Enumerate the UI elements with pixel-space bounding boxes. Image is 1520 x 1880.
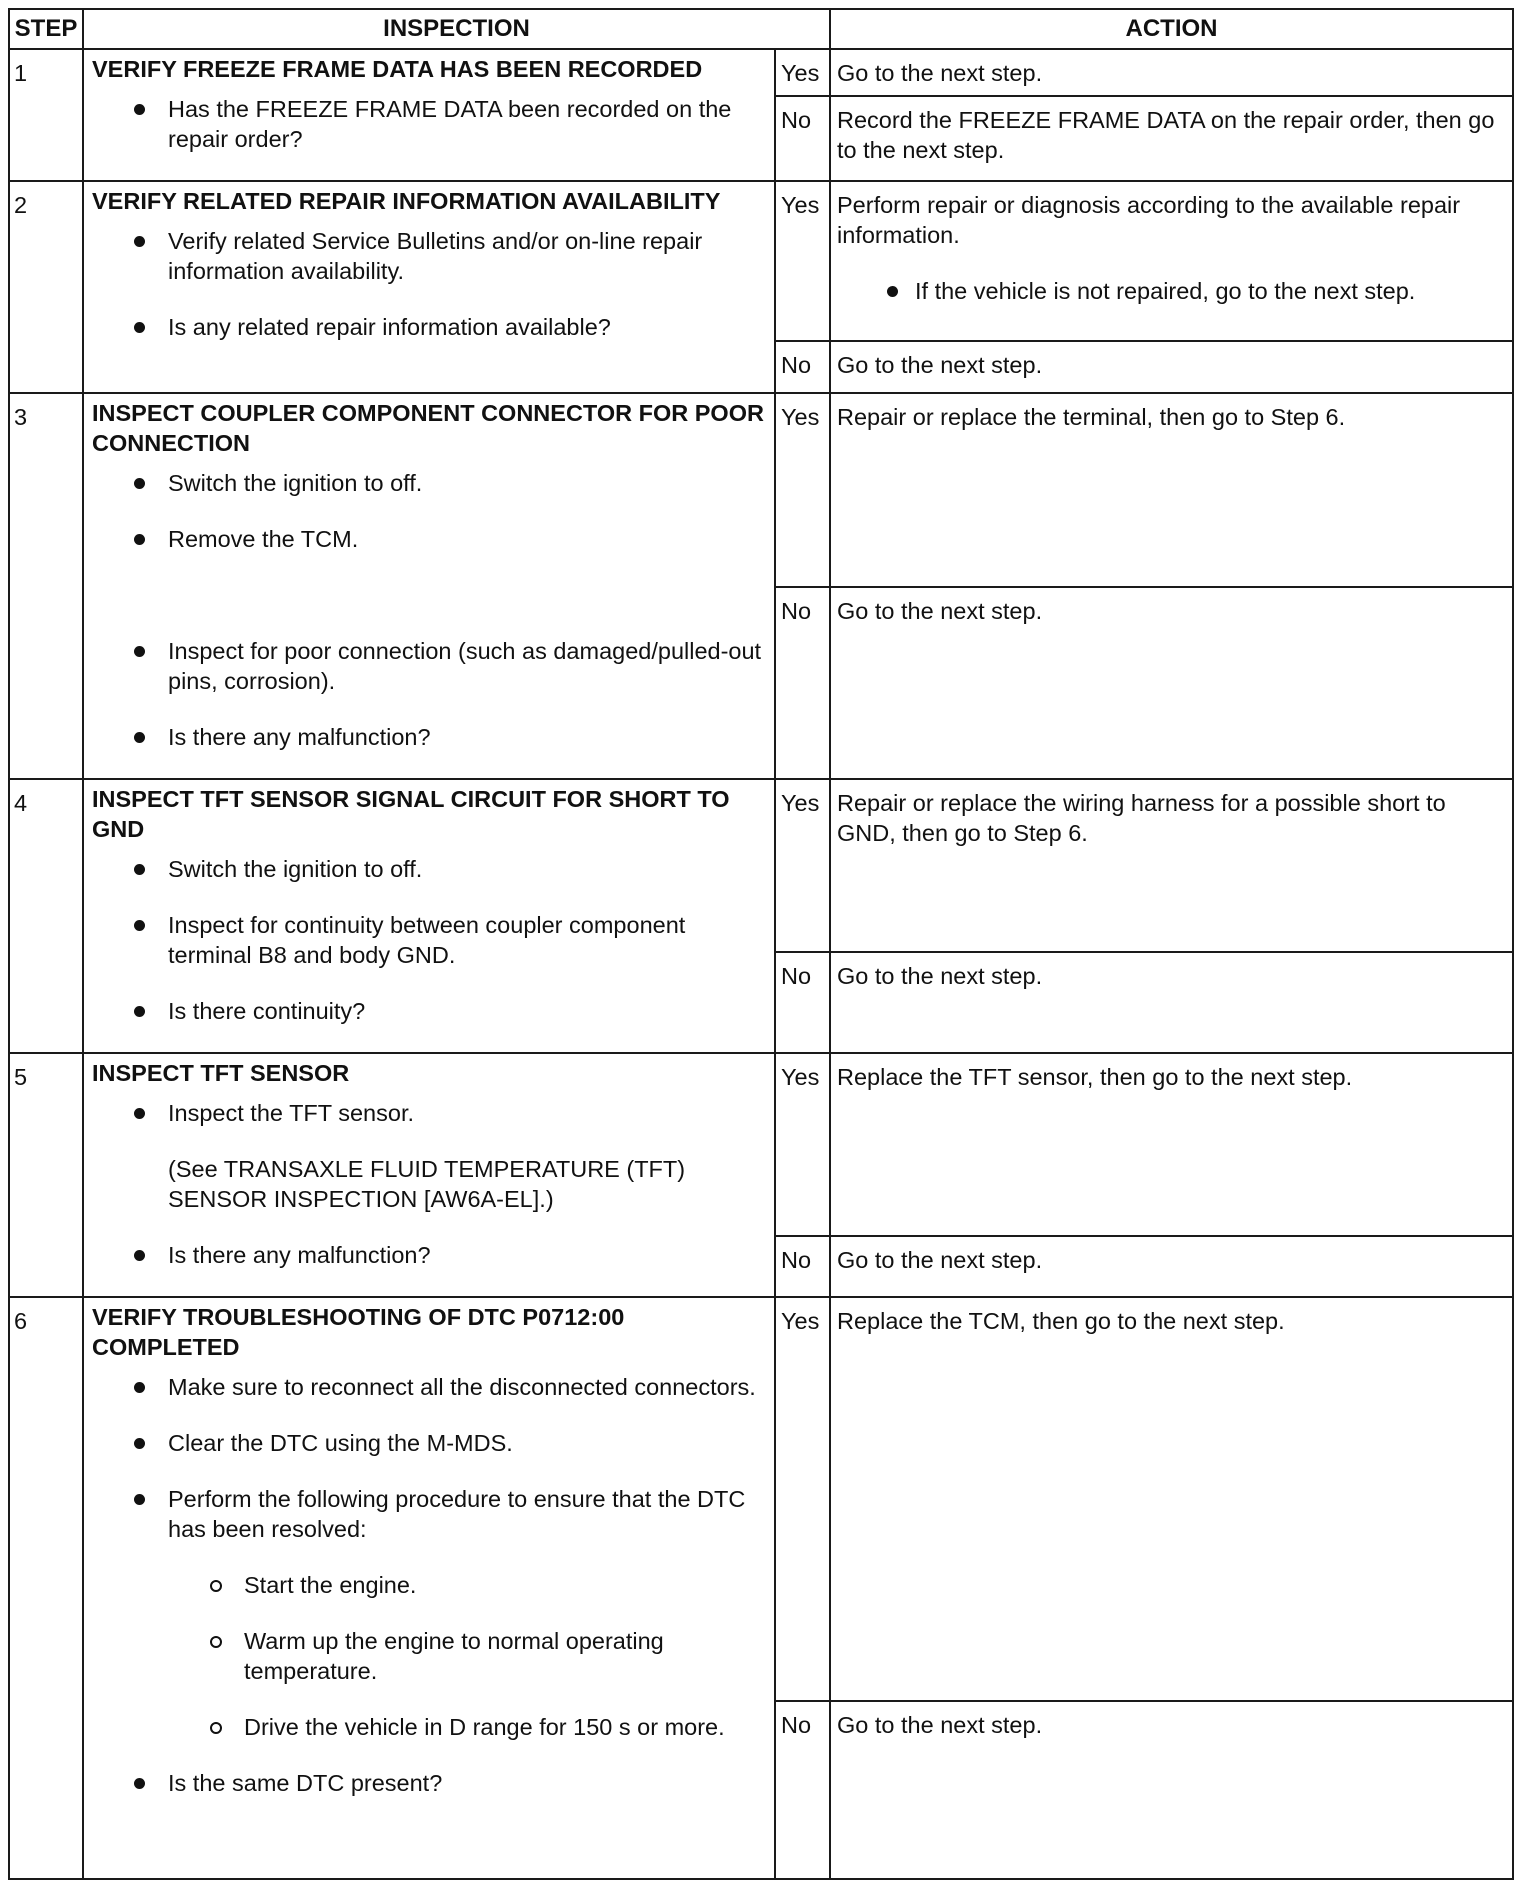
yes-action: Go to the next step. [830, 49, 1513, 96]
step-title: INSPECT TFT SENSOR [92, 1060, 350, 1086]
no-label: No [775, 1701, 830, 1879]
header-inspection: INSPECTION [83, 9, 830, 49]
inspection-item: Verify related Service Bulletins and/or on-line repair information availability. [92, 226, 766, 286]
inspection-item: Is the same DTC present? [92, 1768, 766, 1798]
inspection-subitem: Warm up the engine to normal operating temperature. [92, 1626, 766, 1686]
step-number: 3 [9, 393, 83, 779]
inspection-item: Is there continuity? [92, 996, 766, 1026]
no-action: Go to the next step. [830, 952, 1513, 1053]
step-6-inspection [83, 1297, 775, 1879]
no-label: No [775, 587, 830, 779]
no-label: No [775, 1236, 830, 1297]
no-label: No [775, 96, 830, 181]
yes-label: Yes [775, 1053, 830, 1236]
step-title: INSPECT COUPLER COMPONENT CONNECTOR FOR POOR CONNECTION [92, 400, 764, 456]
step-title: VERIFY RELATED REPAIR INFORMATION AVAILABILITY [92, 188, 721, 214]
yes-label: Yes [775, 393, 830, 587]
yes-label: Yes [775, 181, 830, 341]
inspection-item: Is there any malfunction? [92, 722, 766, 752]
yes-action: Repair or replace the terminal, then go to Step 6. [830, 393, 1513, 587]
yes-label: Yes [775, 779, 830, 952]
step-number: 5 [9, 1053, 83, 1297]
no-action: Record the FREEZE FRAME DATA on the repair order, then go to the next step. [830, 96, 1513, 181]
inspection-item: Inspect the TFT sensor. [92, 1098, 766, 1128]
inspection-items [92, 854, 766, 1026]
yes-action: Perform repair or diagnosis according to the available repair information. [837, 192, 1461, 248]
yes-action-cell [830, 181, 1513, 341]
yes-action: Replace the TCM, then go to the next step. [830, 1297, 1513, 1701]
step-number: 6 [9, 1297, 83, 1879]
yes-action: Repair or replace the wiring harness for a possible short to GND, then go to Step 6. [830, 779, 1513, 952]
inspection-items [92, 1098, 766, 1270]
inspection-item: Is any related repair information available? [92, 312, 766, 342]
yes-action-bullet: If the vehicle is not repaired, go to the next step. [837, 276, 1504, 306]
inspection-item: Perform the following procedure to ensure that the DTC has been resolved: [92, 1484, 766, 1544]
header-action: ACTION [830, 9, 1513, 49]
step-6-yes-row [9, 1297, 1513, 1701]
step-5-inspection [83, 1053, 775, 1297]
inspection-subitem: Start the engine. [92, 1570, 766, 1600]
inspection-item: Make sure to reconnect all the disconnected connectors. [92, 1372, 766, 1402]
inspection-item: Is there any malfunction? [92, 1240, 766, 1270]
no-action: Go to the next step. [830, 341, 1513, 393]
inspection-item: Inspect for continuity between coupler component terminal B8 and body GND. [92, 910, 766, 970]
no-label: No [775, 952, 830, 1053]
step-3-inspection [83, 393, 775, 779]
step-number: 4 [9, 779, 83, 1053]
inspection-items [92, 1372, 766, 1798]
inspection-item: Switch the ignition to off. [92, 854, 766, 884]
inspection-item: Switch the ignition to off. [92, 468, 766, 498]
inspection-note: (See TRANSAXLE FLUID TEMPERATURE (TFT) SENSOR INSPECTION [AW6A-EL].) [168, 1156, 686, 1212]
step-1-yes-row [9, 49, 1513, 96]
step-2-yes-row [9, 181, 1513, 341]
yes-label: Yes [775, 49, 830, 96]
no-label: No [775, 341, 830, 393]
step-1-inspection [83, 49, 775, 181]
troubleshooting-table [8, 8, 1514, 1880]
no-action: Go to the next step. [830, 1236, 1513, 1297]
step-title: VERIFY TROUBLESHOOTING OF DTC P0712:00 COMPLETED [92, 1304, 625, 1360]
step-5-yes-row [9, 1053, 1513, 1236]
inspection-items [92, 94, 766, 154]
step-number: 1 [9, 49, 83, 181]
yes-action: Replace the TFT sensor, then go to the next step. [830, 1053, 1513, 1236]
inspection-item: Has the FREEZE FRAME DATA been recorded on the repair order? [92, 94, 766, 154]
step-title: INSPECT TFT SENSOR SIGNAL CIRCUIT FOR SHORT TO GND [92, 786, 730, 842]
step-2-inspection [83, 181, 775, 393]
no-action: Go to the next step. [830, 587, 1513, 779]
inspection-item: Inspect for poor connection (such as damaged/pulled-out pins, corrosion). [92, 636, 766, 696]
step-title: VERIFY FREEZE FRAME DATA HAS BEEN RECORDED [92, 56, 703, 82]
step-4-yes-row [9, 779, 1513, 952]
inspection-subitem: Drive the vehicle in D range for 150 s or more. [92, 1712, 766, 1742]
step-4-inspection [83, 779, 775, 1053]
inspection-spacer [92, 580, 766, 614]
inspection-item: Remove the TCM. [92, 524, 766, 554]
inspection-items [92, 226, 766, 342]
inspection-item: Clear the DTC using the M-MDS. [92, 1428, 766, 1458]
step-number: 2 [9, 181, 83, 393]
header-row [9, 9, 1513, 49]
yes-label: Yes [775, 1297, 830, 1701]
header-step: STEP [9, 9, 83, 49]
step-3-yes-row [9, 393, 1513, 587]
no-action: Go to the next step. [830, 1701, 1513, 1879]
inspection-items [92, 468, 766, 752]
